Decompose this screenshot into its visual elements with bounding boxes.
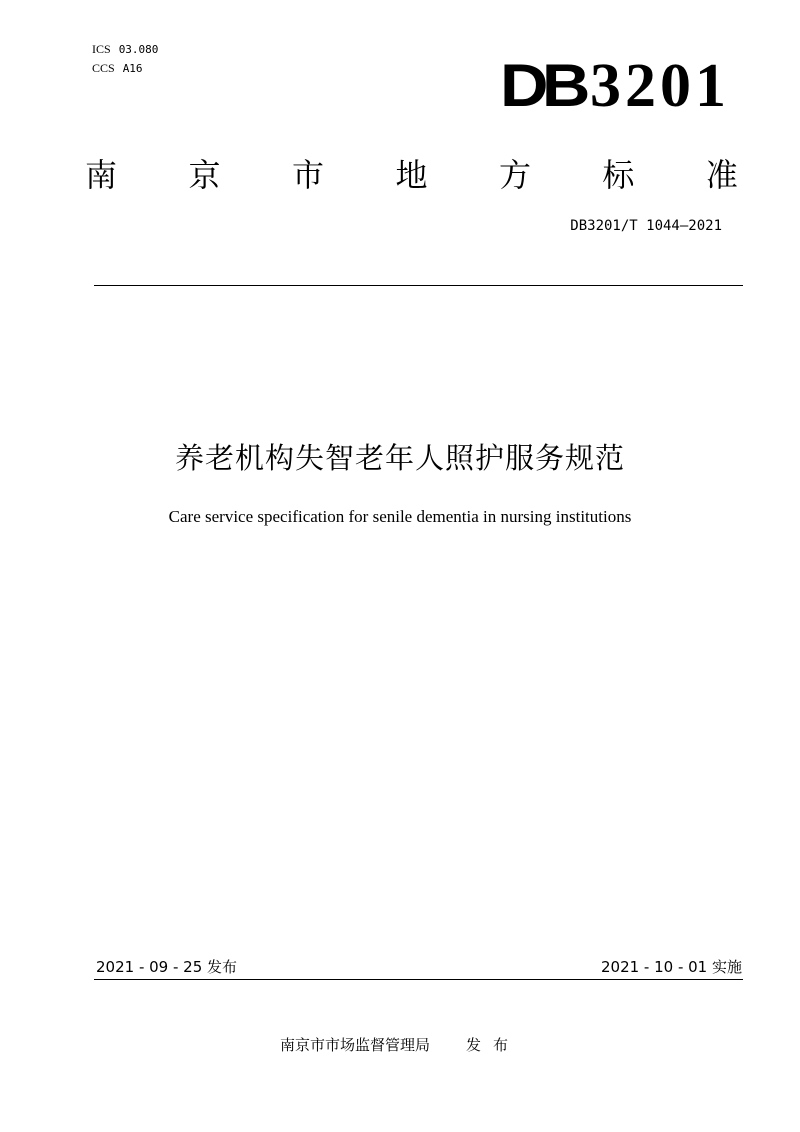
heading-char: 市 <box>291 156 324 194</box>
heading-char: 京 <box>188 156 221 194</box>
ics-value: 03.080 <box>118 43 159 56</box>
db-logo-mark: DB <box>500 52 584 119</box>
publisher-line <box>0 1034 800 1056</box>
implementation-date: 2021 - 10 - 01 实施 <box>600 958 742 976</box>
ccs-label: CCS <box>92 61 115 75</box>
document-title-en: Care service specification for senile dementia in nursing institutions <box>168 507 632 526</box>
top-divider <box>94 285 743 286</box>
bottom-divider <box>94 979 743 980</box>
standard-type-heading <box>85 152 738 198</box>
document-title-cn: 养老机构失智老年人照护服务规范 <box>174 441 625 475</box>
heading-char: 南 <box>85 156 118 194</box>
ccs-classification <box>92 61 143 76</box>
issue-date: 2021 - 09 - 25 发布 <box>96 958 238 976</box>
heading-char: 标 <box>602 156 635 194</box>
standard-code-logo <box>500 52 730 120</box>
ics-classification <box>92 42 158 57</box>
ics-label: ICS <box>92 42 111 56</box>
ccs-value: A16 <box>122 62 143 75</box>
publisher-name: 南京市市场监督管理局 <box>279 1036 430 1054</box>
standard-number: DB3201/T 1044—2021 <box>570 218 722 234</box>
region-code: 3201 <box>590 52 730 120</box>
heading-char: 准 <box>705 156 738 194</box>
heading-char: 方 <box>498 156 531 194</box>
publish-word: 发布 <box>466 1036 521 1054</box>
heading-char: 地 <box>395 156 428 194</box>
